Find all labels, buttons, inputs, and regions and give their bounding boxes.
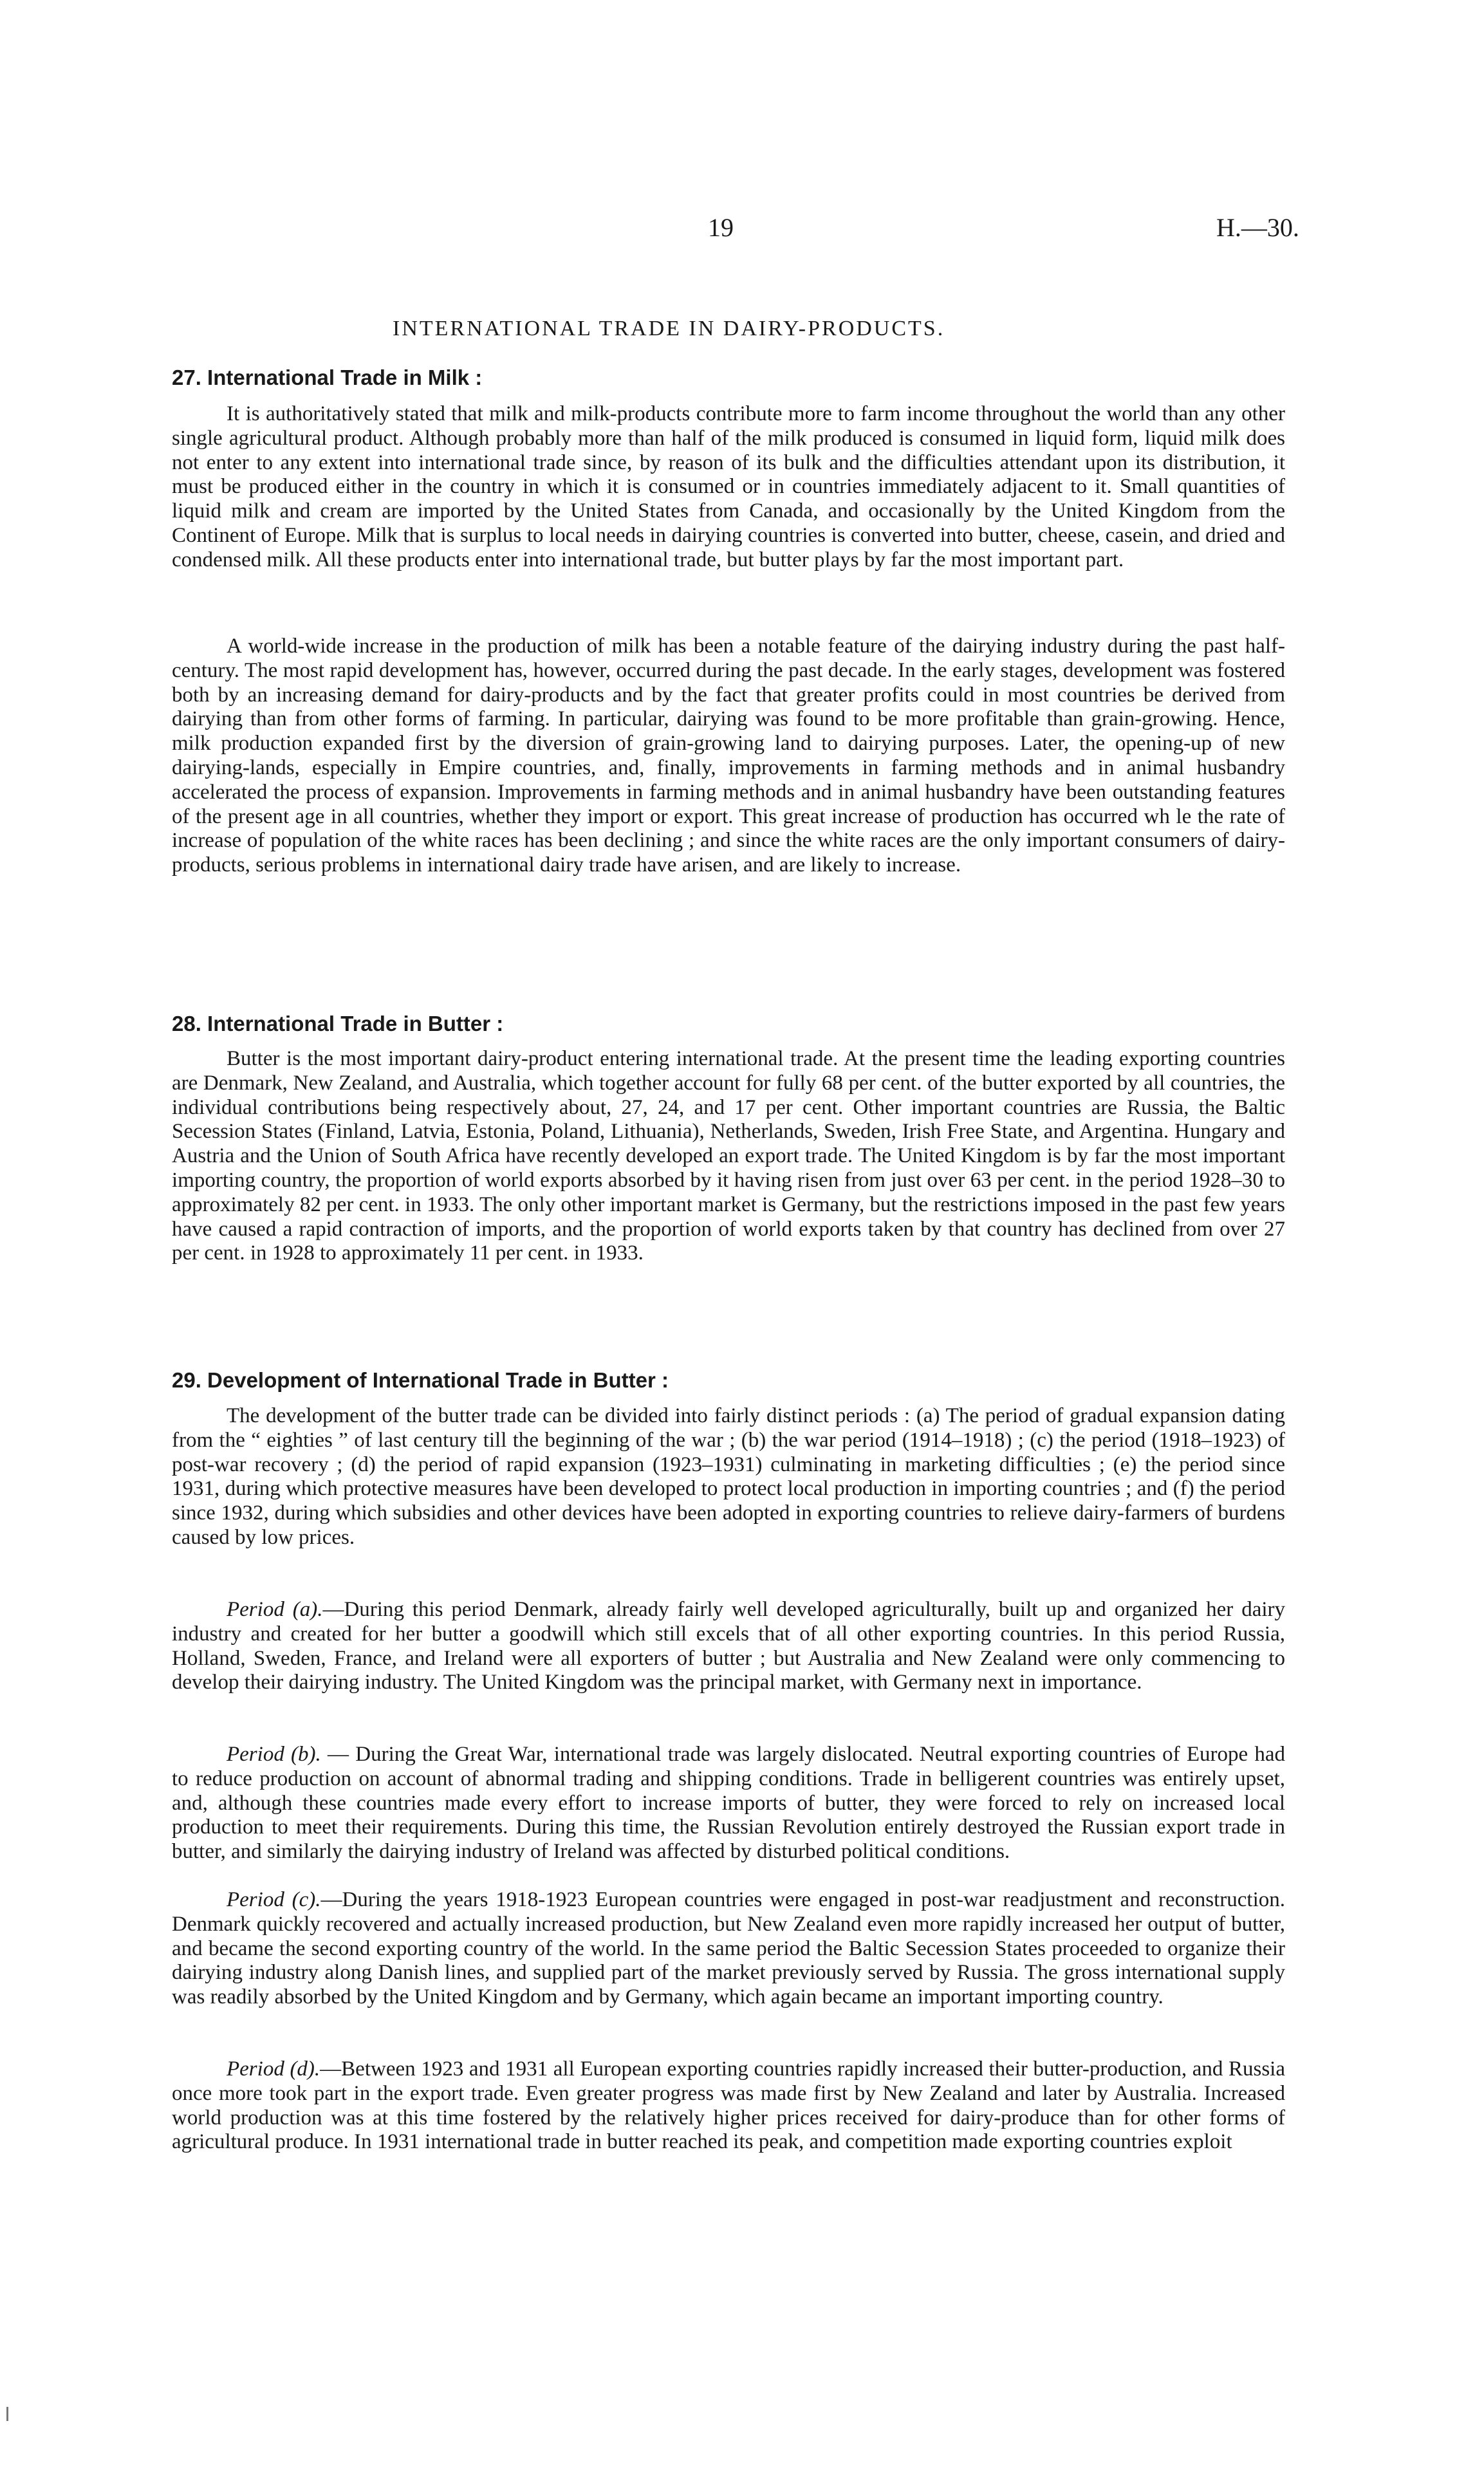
paragraph-27-2: A world-wide increase in the production of milk has been a notable feature of the dairying industry during the past half-century. The most rapid development has, however, occurred during the past decade. In the early stages, development was fostered both by an increasing demand for dairy-products and by the fact that greater profits could in most countries be derived from dairying than from other forms of farming. In particular, dairying was found to be more profitable than grain-growing. Hence, milk production expanded first by the diversion of grain-growing land to dairying purposes. Later, the opening-up of new dairying-lands, especially in Empire countries, and, finally, improvements in farming methods and in animal husbandry accelerated the process of expansion. Improvements in farming methods and in animal husbandry have been outstanding features of the present age in all countries, whether they import or export. This great increase of production has occurred wh le the rate of increase of population of the white races has been declining ; and since the white races are the only important consumers of dairy-products, serious problems in international dairy trade have arisen, and are likely to increase. — [172, 635, 1285, 877]
period-c-label: Period (c). — [227, 1888, 321, 1911]
period-d-text: —Between 1923 and 1931 all European exporting countries rapidly increased their butter-production, and Russia once more took part in the export trade. Even greater progress was made first by New Zealand and later by Australia. Increased world production was at this time fostered by the relatively higher prices received for dairy-produce than for other forms of agricultural produce. In 1931 international trade in butter reached its peak, and competition made exporting countries exploit — [172, 2057, 1285, 2154]
period-d-label: Period (d). — [227, 2057, 320, 2081]
paragraph-period-b — [172, 1743, 1285, 1864]
paragraph-period-d — [172, 2057, 1285, 2155]
section-heading-27: 27. International Trade in Milk : — [172, 366, 483, 389]
paragraph-29-1: The development of the butter trade can be divided into fairly distinct periods : (a) The period of gradual expansion dating from the “ eighties ” of last century till the beginning of the war ; (b) the war period (1914–1918) ; (c) the period (1918–1923) of post-war recovery ; (d) the period of rapid expansion (1923–1931) culminating in marketing difficulties ; (e) the period since 1931, during which protective measures have been developed to protect local production in importing countries ; and (f) the period since 1932, during which subsidies and other devices have been adopted in exporting countries to relieve dairy-farmers of burdens caused by low prices. — [172, 1404, 1285, 1549]
document-reference: H.—30. — [1216, 213, 1299, 242]
period-b-label: Period (b). — [227, 1743, 321, 1766]
margin-mark — [6, 2407, 8, 2421]
period-c-text: —During the years 1918-1923 European countries were engaged in post-war readjustment and reconstruction. Denmark quickly recovered and actually increased production, but New Zealand even more rapidly increased her output of butter, and became the second exporting country of the world. In the same period the Baltic Secession States proceeded to organize their dairying industry along Danish lines, and supplied part of the market previously served by Russia. The gross international supply was readily absorbed by the United Kingdom and by Germany, which again became an important importing country. — [172, 1888, 1285, 2009]
paragraph-28-1: Butter is the most important dairy-product entering international trade. At the present time the leading exporting countries are Denmark, New Zealand, and Australia, which together account for fully 68 per cent. of the butter exported by all countries, the individual contributions being respectively about, 27, 24, and 17 per cent. Other important countries are Russia, the Baltic Secession States (Finland, Latvia, Estonia, Poland, Lithuania), Netherlands, Sweden, Irish Free State, and Argentina. Hungary and Austria and the Union of South Africa have recently developed an export trade. The United Kingdom is by far the most important importing country, the proportion of world exports absorbed by it having risen from just over 63 per cent. in the period 1928–30 to approximately 82 per cent. in 1933. The only other important market is Germany, but the restrictions imposed in the past few years have caused a rapid contraction of imports, and the proportion of world exports taken by that country has declined from over 27 per cent. in 1928 to approximately 11 per cent. in 1933. — [172, 1047, 1285, 1265]
period-b-text: — During the Great War, international trade was largely dislocated. Neutral exporting countries of Europe had to reduce production on account of abnormal trading and shipping conditions. Trade in belligerent countries was entirely upset, and, although these countries made every effort to increase imports of butter, they were forced to rely on increased local production to meet their requirements. During this time, the Russian Revolution entirely destroyed the Russian export trade in butter, and similarly the dairying industry of Ireland was affected by disturbed political conditions. — [172, 1743, 1285, 1864]
paragraph-27-1: It is authoritatively stated that milk and milk-products contribute more to farm income throughout the world than any other single agricultural product. Although probably more than half of the milk produced is consumed in liquid form, liquid milk does not enter to any extent into international trade since, by reason of its bulk and the difficulties attendant upon its distribution, it must be produced either in the country in which it is consumed or in countries immediately adjacent to it. Small quantities of liquid milk and cream are imported by the United States from Canada, and occasionally by the United Kingdom from the Continent of Europe. Milk that is surplus to local needs in dairying countries is converted into butter, cheese, casein, and dried and condensed milk. All these products enter into international trade, but butter plays by far the most important part. — [172, 402, 1285, 571]
page-number: 19 — [708, 213, 734, 242]
paragraph-period-a — [172, 1598, 1285, 1695]
period-a-text: —During this period Denmark, already fairly well developed agriculturally, built up and organized her dairy industry and created for her butter a goodwill which still excels that of all other exporting countries. In this period Russia, Holland, Sweden, France, and Ireland were all exporters of butter ; but Australia and New Zealand were only commencing to develop their dairying industry. The United Kingdom was the principal market, with Germany next in importance. — [172, 1598, 1285, 1694]
page-title: INTERNATIONAL TRADE IN DAIRY-PRODUCTS. — [393, 317, 945, 340]
period-a-label: Period (a). — [227, 1598, 323, 1621]
paragraph-period-c — [172, 1888, 1285, 2010]
section-heading-29: 29. Development of International Trade in Butter : — [172, 1368, 669, 1392]
section-heading-28: 28. International Trade in Butter : — [172, 1012, 504, 1035]
